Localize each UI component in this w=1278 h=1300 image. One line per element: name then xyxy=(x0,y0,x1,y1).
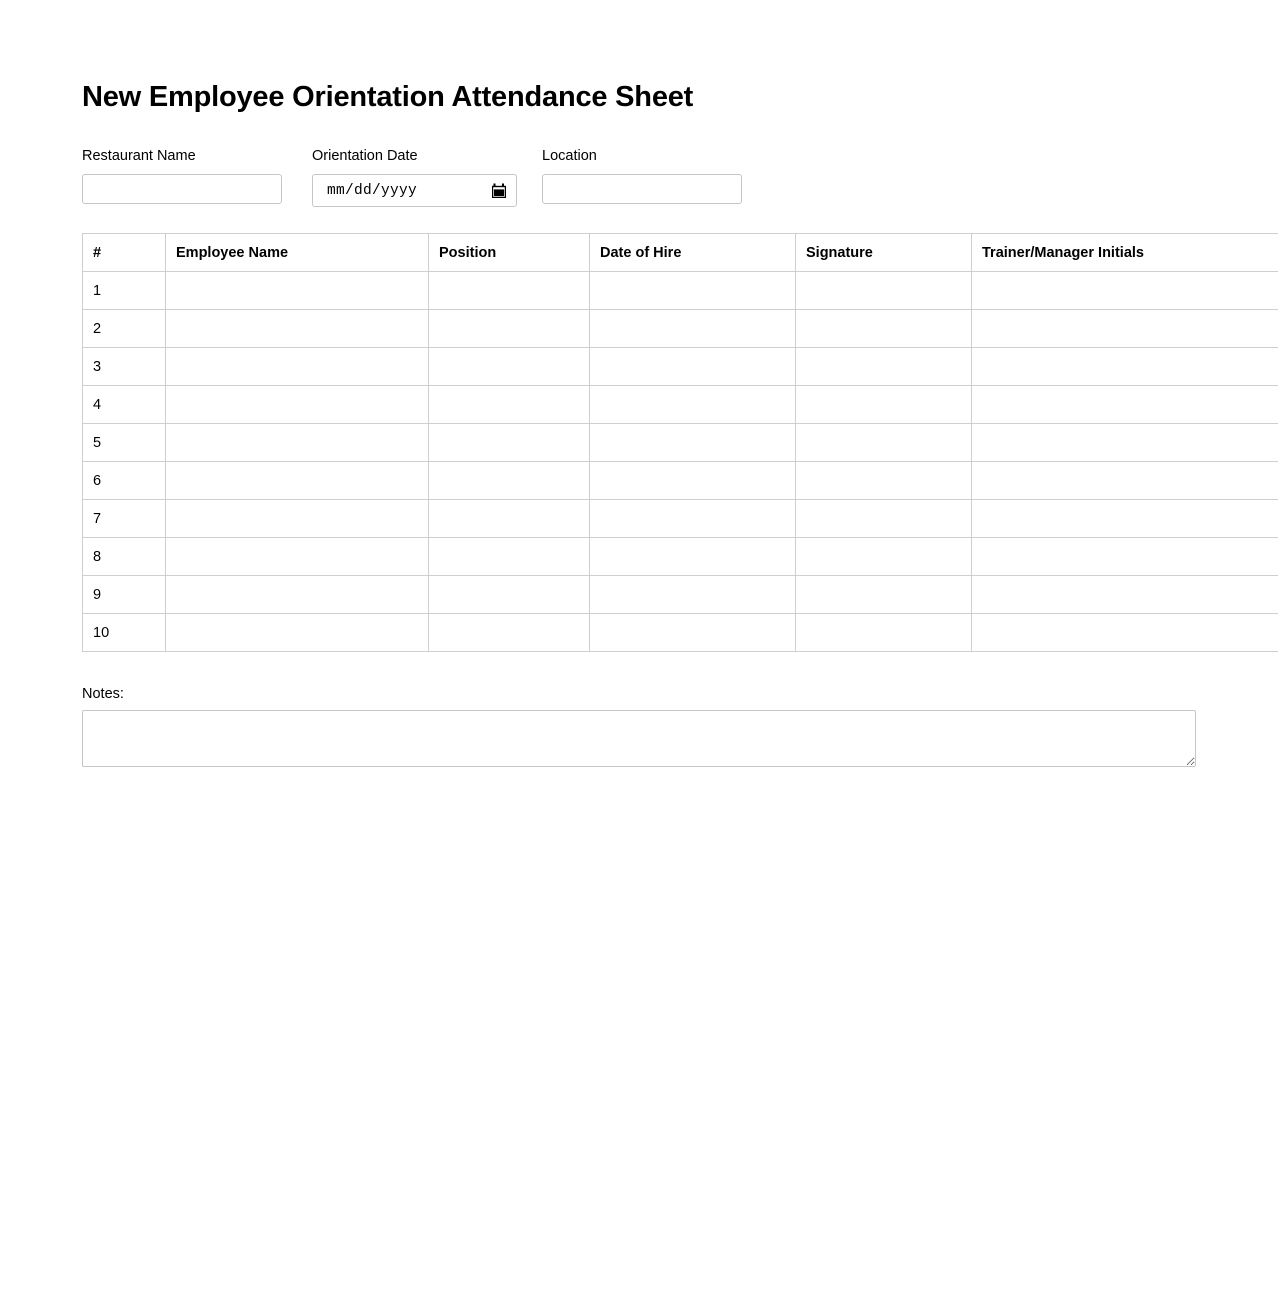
table-row xyxy=(83,576,1278,614)
employee-name-cell[interactable] xyxy=(166,310,429,348)
table-row xyxy=(83,348,1278,386)
column-header-employee-name: Employee Name xyxy=(166,234,429,272)
orientation-date-label: Orientation Date xyxy=(312,147,418,164)
row-number-cell: 7 xyxy=(83,500,166,538)
signature-cell[interactable] xyxy=(796,614,972,652)
table-row xyxy=(83,614,1278,652)
signature-cell[interactable] xyxy=(796,462,972,500)
position-cell[interactable] xyxy=(429,538,590,576)
date-of-hire-cell[interactable] xyxy=(590,386,796,424)
header-form-row xyxy=(82,148,1196,207)
row-number-cell: 5 xyxy=(83,424,166,462)
notes-label: Notes: xyxy=(82,686,124,703)
date-of-hire-cell[interactable] xyxy=(590,538,796,576)
employee-name-cell[interactable] xyxy=(166,272,429,310)
date-of-hire-cell[interactable] xyxy=(590,614,796,652)
attendance-table xyxy=(82,233,1278,652)
table-row xyxy=(83,310,1278,348)
employee-name-cell[interactable] xyxy=(166,424,429,462)
date-of-hire-cell[interactable] xyxy=(590,348,796,386)
signature-cell[interactable] xyxy=(796,310,972,348)
signature-cell[interactable] xyxy=(796,272,972,310)
employee-name-cell[interactable] xyxy=(166,386,429,424)
initials-cell[interactable] xyxy=(972,462,1278,500)
initials-cell[interactable] xyxy=(972,424,1278,462)
initials-cell[interactable] xyxy=(972,272,1278,310)
date-of-hire-cell[interactable] xyxy=(590,272,796,310)
restaurant-name-input[interactable] xyxy=(82,174,282,204)
row-number-cell: 2 xyxy=(83,310,166,348)
orientation-date-field-group xyxy=(312,148,542,207)
column-header-signature: Signature xyxy=(796,234,972,272)
initials-cell[interactable] xyxy=(972,310,1278,348)
location-label: Location xyxy=(542,147,597,164)
notes-textarea[interactable] xyxy=(82,710,1196,767)
position-cell[interactable] xyxy=(429,576,590,614)
employee-name-cell[interactable] xyxy=(166,538,429,576)
signature-cell[interactable] xyxy=(796,500,972,538)
row-number-cell: 4 xyxy=(83,386,166,424)
signature-cell[interactable] xyxy=(796,424,972,462)
position-cell[interactable] xyxy=(429,310,590,348)
date-of-hire-cell[interactable] xyxy=(590,462,796,500)
restaurant-name-label: Restaurant Name xyxy=(82,147,196,164)
position-cell[interactable] xyxy=(429,462,590,500)
row-number-cell: 8 xyxy=(83,538,166,576)
employee-name-cell[interactable] xyxy=(166,462,429,500)
employee-name-cell[interactable] xyxy=(166,576,429,614)
row-number-cell: 6 xyxy=(83,462,166,500)
employee-name-cell[interactable] xyxy=(166,348,429,386)
position-cell[interactable] xyxy=(429,424,590,462)
initials-cell[interactable] xyxy=(972,386,1278,424)
location-field-group xyxy=(542,148,772,204)
position-cell[interactable] xyxy=(429,272,590,310)
page-title: New Employee Orientation Attendance Sheet xyxy=(82,81,694,113)
row-number-cell: 10 xyxy=(83,614,166,652)
table-row xyxy=(83,386,1278,424)
signature-cell[interactable] xyxy=(796,538,972,576)
signature-cell[interactable] xyxy=(796,386,972,424)
table-row xyxy=(83,424,1278,462)
attendance-table-body xyxy=(83,272,1278,652)
initials-cell[interactable] xyxy=(972,614,1278,652)
column-header-number: # xyxy=(83,234,166,272)
position-cell[interactable] xyxy=(429,500,590,538)
initials-cell[interactable] xyxy=(972,348,1278,386)
table-row xyxy=(83,538,1278,576)
column-header-position: Position xyxy=(429,234,590,272)
row-number-cell: 1 xyxy=(83,272,166,310)
initials-cell[interactable] xyxy=(972,576,1278,614)
initials-cell[interactable] xyxy=(972,500,1278,538)
signature-cell[interactable] xyxy=(796,576,972,614)
position-cell[interactable] xyxy=(429,386,590,424)
initials-cell[interactable] xyxy=(972,538,1278,576)
calendar-icon[interactable] xyxy=(492,183,506,198)
location-input[interactable] xyxy=(542,174,742,204)
notes-section xyxy=(82,686,1196,766)
table-header-row xyxy=(83,234,1278,272)
position-cell[interactable] xyxy=(429,348,590,386)
restaurant-name-field-group xyxy=(82,148,312,204)
employee-name-cell[interactable] xyxy=(166,500,429,538)
attendance-table-head xyxy=(83,234,1278,272)
date-of-hire-cell[interactable] xyxy=(590,576,796,614)
table-row xyxy=(83,272,1278,310)
table-row xyxy=(83,500,1278,538)
column-header-date-of-hire: Date of Hire xyxy=(590,234,796,272)
orientation-date-input[interactable] xyxy=(312,174,517,207)
table-row xyxy=(83,462,1278,500)
column-header-trainer-manager-initials: Trainer/Manager Initials xyxy=(972,234,1278,272)
position-cell[interactable] xyxy=(429,614,590,652)
date-of-hire-cell[interactable] xyxy=(590,310,796,348)
date-of-hire-cell[interactable] xyxy=(590,424,796,462)
signature-cell[interactable] xyxy=(796,348,972,386)
date-of-hire-cell[interactable] xyxy=(590,500,796,538)
row-number-cell: 3 xyxy=(83,348,166,386)
row-number-cell: 9 xyxy=(83,576,166,614)
date-placeholder-text: mm/dd/yyyy xyxy=(327,182,418,199)
employee-name-cell[interactable] xyxy=(166,614,429,652)
